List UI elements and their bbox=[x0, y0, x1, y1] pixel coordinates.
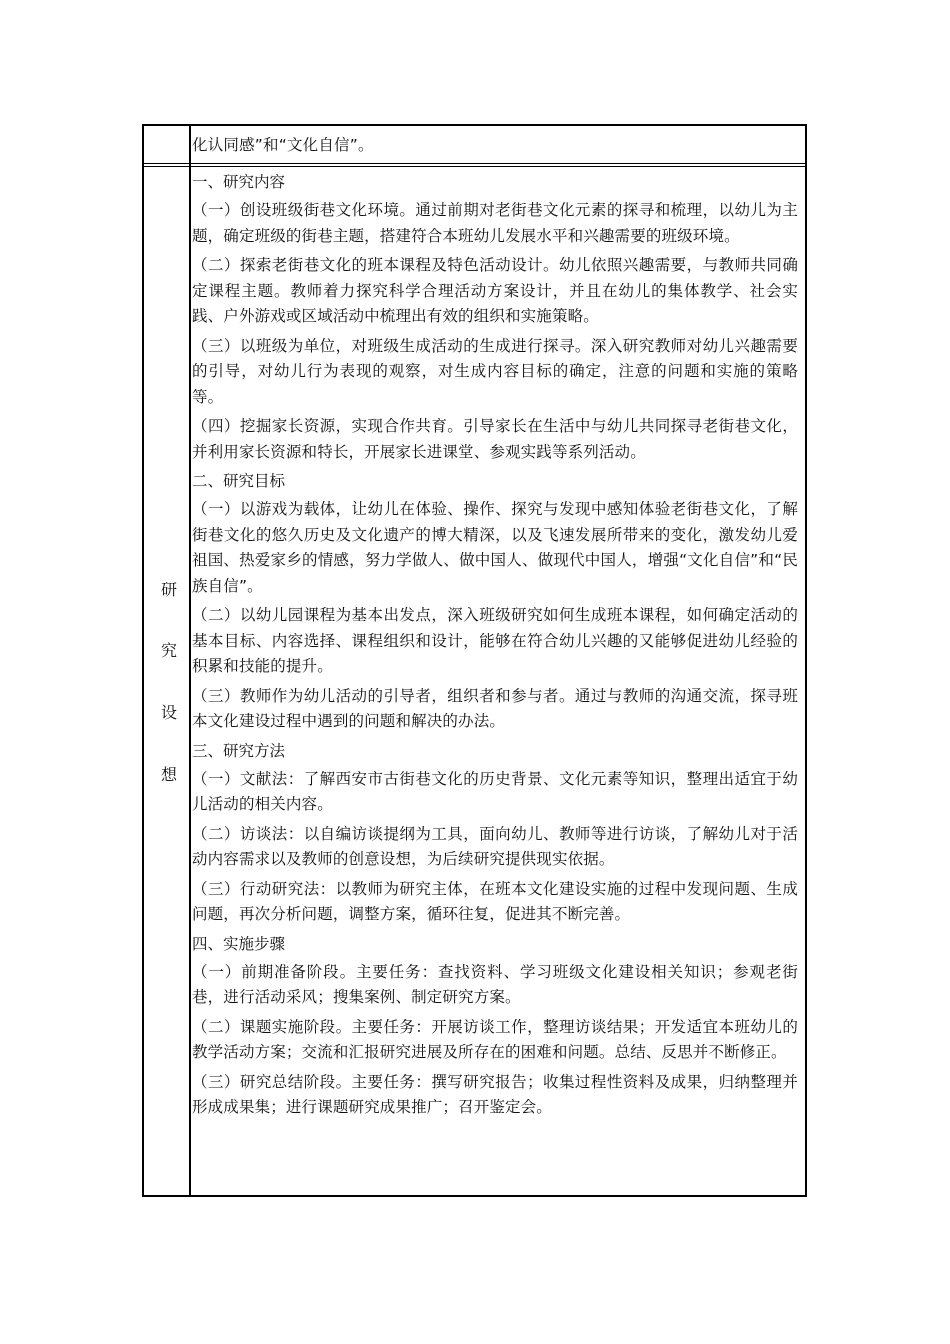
paragraph: （四）挖掘家长资源，实现合作共育。引导家长在生活中与幼儿共同探寻老街巷文化，并利用家长资源和特长，开展家长进课堂、参观实践等系列活动。 bbox=[192, 417, 798, 461]
label-char-4: 想 bbox=[160, 765, 177, 784]
table-border-top bbox=[142, 124, 807, 126]
table-border-right bbox=[805, 124, 807, 1197]
section-heading: 二、研究目标 bbox=[192, 472, 286, 490]
label-char-3: 设 bbox=[160, 703, 177, 722]
section-research-content bbox=[192, 170, 798, 465]
row-divider-upper bbox=[142, 163, 807, 164]
section-research-methods bbox=[192, 739, 798, 928]
paragraph: （一）前期准备阶段。主要任务：查找资料、学习班级文化建设相关知识；参观老街巷，进行活动采风；搜集案例、制定研究方案。 bbox=[192, 962, 798, 1006]
column-divider bbox=[189, 124, 191, 1197]
paragraph: （三）行动研究法：以教师为研究主体，在班本文化建设实施的过程中发现问题、生成问题，再次分析问题，调整方案，循环往复，促进其不断完善。 bbox=[192, 879, 798, 923]
table-border-left bbox=[142, 124, 144, 1197]
paragraph: （一）文献法：了解西安市古街巷文化的历史背景、文化元素等知识，整理出适宜于幼儿活动的相关内容。 bbox=[192, 769, 798, 813]
section-implementation-steps bbox=[192, 932, 798, 1121]
paragraph: （二）以幼儿园课程为基本出发点，深入班级研究如何生成班本课程，如何确定活动的基本目标、内容选择、课程组织和设计，能够在符合幼儿兴趣的又能够促进幼儿经验的积累和技能的提升。 bbox=[192, 606, 798, 675]
label-char-1: 研 bbox=[160, 580, 177, 599]
row1-continuation-text: 化认同感”和“文化自信”。 bbox=[192, 136, 374, 154]
paragraph: （三）研究总结阶段。主要任务：撰写研究报告；收集过程性资料及成果，归纳整理并形成成果集；进行课题研究成果推广；召开鉴定会。 bbox=[192, 1072, 798, 1116]
paragraph: （一）以游戏为载体，让幼儿在体验、操作、探究与发现中感知体验老街巷文化，了解街巷文化的悠久历史及文化遗产的博大精深，以及飞速发展所带来的变化，激发幼儿爱祖国、热爱家乡的情感，努力学做人、做中国人、做现代中国人，增强“文化自信”和“民族自信”。 bbox=[192, 500, 798, 595]
paragraph: （三）教师作为幼儿活动的引导者，组织者和参与者。通过与教师的沟通交流，探寻班本文化建设过程中遇到的问题和解决的办法。 bbox=[192, 686, 798, 730]
section-heading: 三、研究方法 bbox=[192, 741, 286, 760]
section-heading: 四、实施步骤 bbox=[192, 934, 286, 953]
paragraph: （二）访谈法：以自编访谈提纲为工具，面向幼儿、教师等进行访谈，了解幼儿对于活动内容需求以及教师的创意设想，为后续研究提供现实依据。 bbox=[192, 824, 798, 868]
paragraph: （二）探索老街巷文化的班本课程及特色活动设计。幼儿依照兴趣需要，与教师共同确定课程主题。教师着力探究科学合理活动方案设计，并且在幼儿的集体教学、社会实践、户外游戏或区域活动中梳理出有效的组织和实施策略。 bbox=[192, 256, 798, 325]
section-heading: 一、研究内容 bbox=[192, 173, 286, 191]
paragraph: （二）课题实施阶段。主要任务：开展访谈工作，整理访谈结果；开发适宜本班幼儿的教学活动方案；交流和汇报研究进展及所存在的困难和问题。总结、反思并不断修正。 bbox=[192, 1017, 798, 1061]
label-char-2: 究 bbox=[160, 641, 177, 660]
research-plan-content bbox=[192, 170, 798, 1125]
table-border-bottom bbox=[142, 1195, 807, 1197]
section-research-goals bbox=[192, 469, 798, 735]
row-divider-lower bbox=[142, 166, 807, 167]
paragraph: （三）以班级为单位，对班级生成活动的生成进行探寻。深入研究教师对幼儿兴趣需要的引导，对幼儿行为表现的观察，对生成内容目标的确定，注意的问题和实施的策略等。 bbox=[192, 336, 798, 406]
paragraph: （一）创设班级街巷文化环境。通过前期对老街巷文化元素的探寻和梳理，以幼儿为主题，确定班级的街巷主题，搭建符合本班幼儿发展水平和兴趣需要的班级环境。 bbox=[192, 201, 798, 245]
